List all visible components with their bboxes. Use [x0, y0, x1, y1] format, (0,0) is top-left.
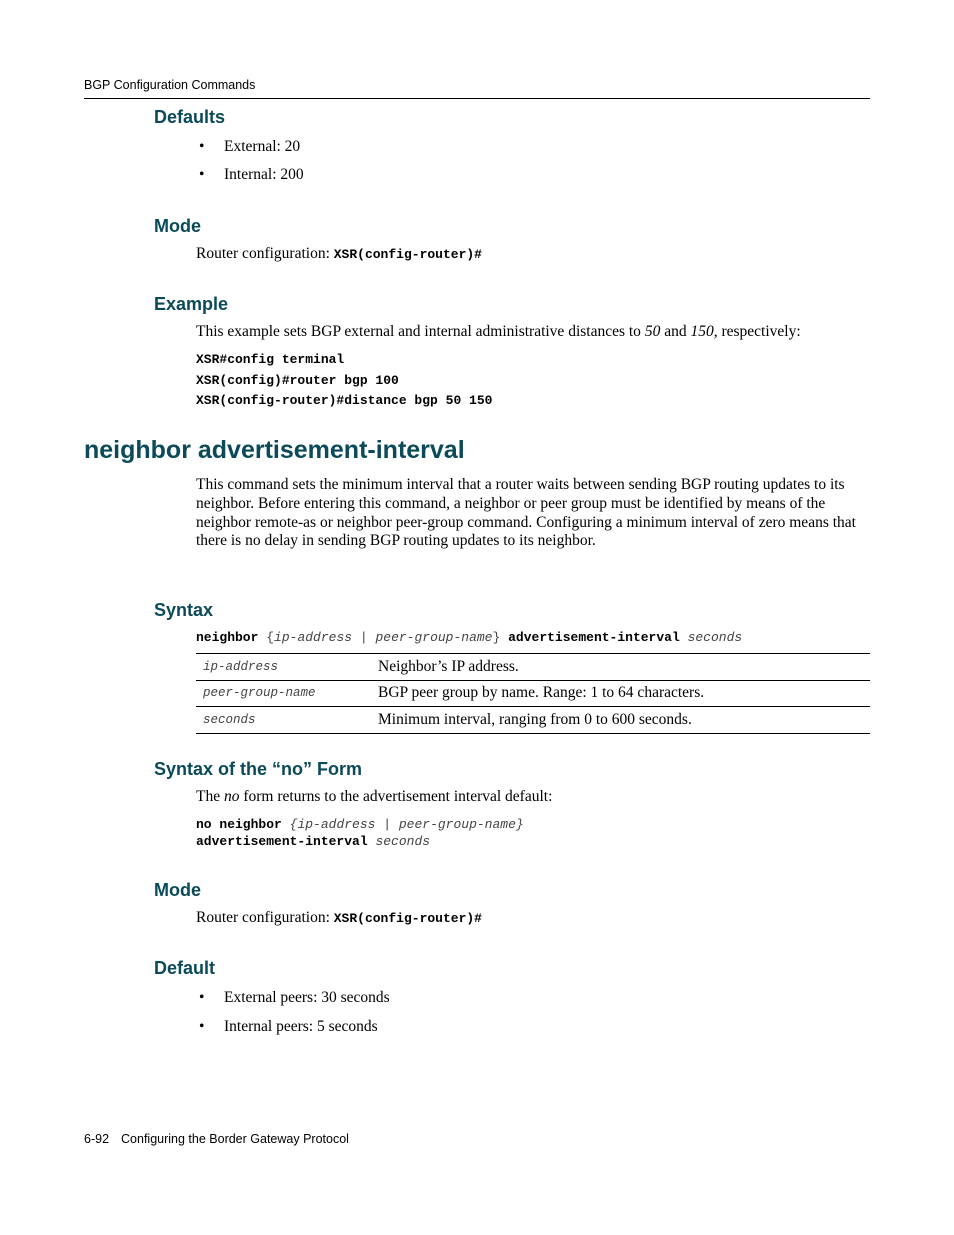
param-name: peer-group-name: [196, 680, 378, 707]
example-code-line-3: XSR(config-router)#distance bgp 50 150: [196, 393, 493, 408]
mode-heading: Mode: [154, 216, 201, 236]
example-code-line-2: XSR(config)#router bgp 100: [196, 373, 399, 388]
no-form-keyword: no neighbor: [196, 817, 282, 832]
default-item-external: External peers: 30 seconds: [224, 989, 390, 1006]
syntax-brace-open: {: [266, 630, 275, 645]
bullet-icon: •: [199, 989, 205, 1006]
no-form-args: {ip-address | peer-group-name}: [289, 817, 524, 832]
example-heading: Example: [154, 294, 229, 314]
example-value-internal: 150,: [690, 323, 718, 340]
syntax-arg-ip-address: ip-address: [274, 630, 353, 645]
param-name: seconds: [196, 707, 378, 734]
table-row: [196, 654, 870, 681]
mode-label: Router configuration:: [196, 245, 334, 262]
param-description: Minimum interval, ranging from 0 to 600 seconds.: [378, 707, 870, 734]
no-form-text-after: form returns to the advertisement interval default:: [239, 788, 553, 805]
no-form-heading: Syntax of the “no” Form: [154, 759, 363, 779]
chapter-title: Configuring the Border Gateway Protocol: [121, 1132, 349, 1146]
table-row: [196, 680, 870, 707]
no-form-no-word: no: [223, 788, 240, 805]
syntax-heading: Syntax: [154, 600, 214, 620]
bullet-icon: •: [199, 1018, 205, 1035]
bullet-icon: •: [199, 138, 205, 155]
mode-heading: Mode: [154, 880, 201, 900]
param-name: ip-address: [196, 654, 378, 681]
mode-prompt: XSR(config-router)#: [333, 247, 482, 262]
example-code-line-1: XSR#config terminal: [196, 352, 345, 367]
page-number: 6-92: [84, 1132, 110, 1146]
default-item-internal: Internal peers: 5 seconds: [224, 1018, 378, 1035]
defaults-item-internal: Internal: 200: [224, 166, 304, 183]
table-row: [196, 707, 870, 734]
mode-line: [196, 908, 482, 928]
mode-label: Router configuration:: [196, 909, 334, 926]
no-form-code-line-1: [196, 817, 524, 832]
header-rule: [84, 98, 870, 99]
mode-line: [196, 244, 482, 264]
no-form-text-before: The: [196, 788, 224, 805]
syntax-keyword-neighbor: neighbor: [196, 630, 259, 645]
no-form-arg-seconds: seconds: [375, 834, 431, 849]
running-header: BGP Configuration Commands: [84, 78, 256, 92]
example-text: [196, 322, 801, 341]
syntax-pipe: |: [352, 630, 376, 645]
mode-prompt: XSR(config-router)#: [333, 911, 482, 926]
running-footer: [84, 1132, 349, 1146]
defaults-heading: Defaults: [154, 107, 226, 127]
no-form-keyword-interval: advertisement-interval: [196, 834, 368, 849]
defaults-item-external: External: 20: [224, 138, 301, 155]
example-text-middle: and: [660, 323, 691, 340]
syntax-arg-seconds: seconds: [687, 630, 743, 645]
default-heading: Default: [154, 958, 216, 978]
syntax-arg-peer-group-name: peer-group-name: [375, 630, 493, 645]
param-description: BGP peer group by name. Range: 1 to 64 characters.: [378, 680, 870, 707]
syntax-keyword-advertisement-interval: advertisement-interval: [508, 630, 680, 645]
param-description: Neighbor’s IP address.: [378, 654, 870, 681]
syntax-brace-close: }: [492, 630, 501, 645]
example-text-before: This example sets BGP external and internal administrative distances to: [196, 323, 645, 340]
bullet-icon: •: [199, 166, 205, 183]
syntax-line: [196, 630, 742, 645]
example-value-external: 50: [644, 323, 661, 340]
command-title: neighbor advertisement-interval: [84, 436, 465, 464]
example-text-after: respectively:: [717, 323, 801, 340]
command-description: This command sets the minimum interval that a router waits between sending BGP routing updates to its neighbor. Before entering this command, a neighbor or peer group must be identified by means of the neighbor remote-as or neighbor peer-group command. Configuring a minimum interval of zero means that there is no delay in sending BGP routing updates to its neighbor.: [196, 476, 856, 550]
no-form-code-line-2: [196, 834, 430, 849]
no-form-text: [196, 787, 552, 806]
parameter-table: [196, 653, 870, 734]
